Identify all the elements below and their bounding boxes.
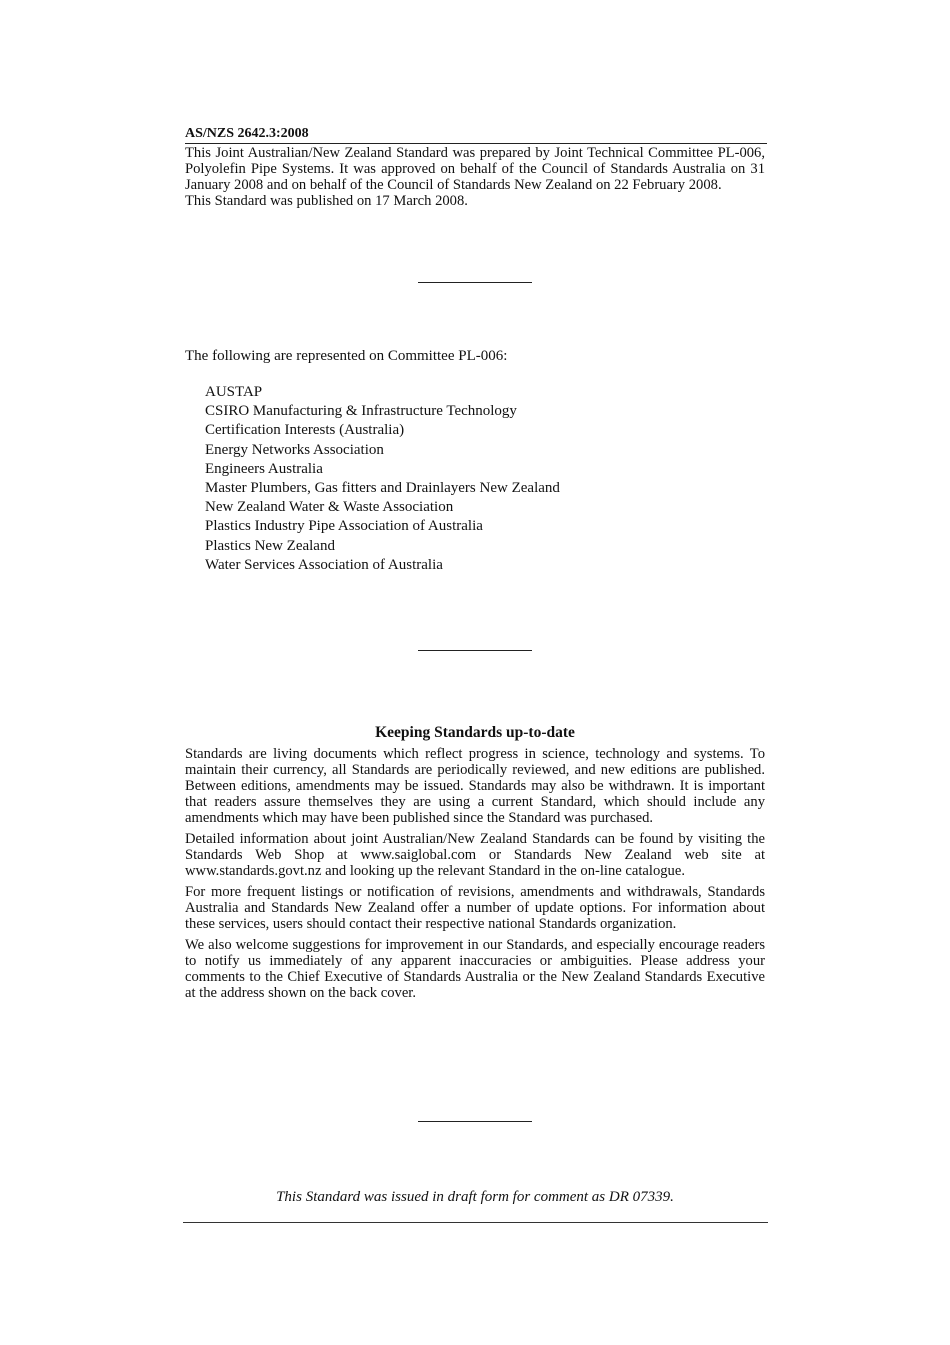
committee-member: Energy Networks Association bbox=[205, 441, 384, 458]
committee-member: Engineers Australia bbox=[205, 460, 323, 477]
preparation-statement bbox=[185, 145, 765, 209]
committee-member: CSIRO Manufacturing & Infrastructure Technology bbox=[205, 403, 517, 420]
body-paragraph: Standards are living documents which reflect progress in science, technology and systems. To maintain their currency, all Standards are periodically reviewed, and new editions are published. Between editions, amendments may be issued. Standards may also be withdrawn. It is important that readers assure themselves they are using a current Standard, which should include any amendments which may have been published since the Standard was purchased. bbox=[185, 746, 765, 826]
preparation-paragraph: This Joint Australian/New Zealand Standard was prepared by Joint Technical Committee PL-006, Polyolefin Pipe Systems. It was approved on behalf of the Council of Standards Australia on 31 January 2008 and on behalf of the Council of Standards New Zealand on 22 February 2008. bbox=[185, 145, 765, 193]
committee-member: Plastics Industry Pipe Association of Australia bbox=[205, 518, 483, 535]
document-identifier: AS/NZS 2642.3:2008 bbox=[185, 126, 767, 144]
committee-member: Plastics New Zealand bbox=[205, 537, 335, 554]
footer-rule bbox=[183, 1222, 768, 1223]
section-divider bbox=[418, 282, 532, 283]
committee-member: Certification Interests (Australia) bbox=[205, 422, 405, 439]
body-paragraph: Detailed information about joint Australian/New Zealand Standards can be found by visiting the Standards Web Shop at www.saiglobal.com or Standards New Zealand web site at www.standards.govt.nz and looking up the relevant Standard in the on-line catalogue. bbox=[185, 831, 765, 879]
section-divider bbox=[418, 650, 532, 651]
body-paragraph: We also welcome suggestions for improvement in our Standards, and especially encourage readers to notify us immediately of any apparent inaccuracies or ambiguities. Please address your comments to the Chief Executive of Standards Australia or the New Zealand Standards Executive at the address shown on the back cover. bbox=[185, 937, 765, 1001]
section-divider bbox=[418, 1121, 532, 1122]
body-paragraph: For more frequent listings or notification of revisions, amendments and withdrawals, Standards Australia and Standards New Zealand offer a number of update options. For information about these services, users should contact their respective national Standards organization. bbox=[185, 884, 765, 932]
publication-date-paragraph: This Standard was published on 17 March 2008. bbox=[185, 193, 468, 209]
section-heading: Keeping Standards up-to-date bbox=[375, 724, 575, 741]
committee-member: New Zealand Water & Waste Association bbox=[205, 499, 454, 516]
keeping-standards-body bbox=[185, 746, 765, 1006]
committee-member: Water Services Association of Australia bbox=[205, 556, 443, 573]
committee-member-list bbox=[205, 383, 560, 575]
committee-member: Master Plumbers, Gas fitters and Drainlayers New Zealand bbox=[205, 480, 560, 497]
committee-intro: The following are represented on Committee PL-006: bbox=[185, 348, 508, 364]
committee-member: AUSTAP bbox=[205, 384, 263, 400]
draft-note: This Standard was issued in draft form for comment as DR 07339. bbox=[276, 1189, 674, 1205]
